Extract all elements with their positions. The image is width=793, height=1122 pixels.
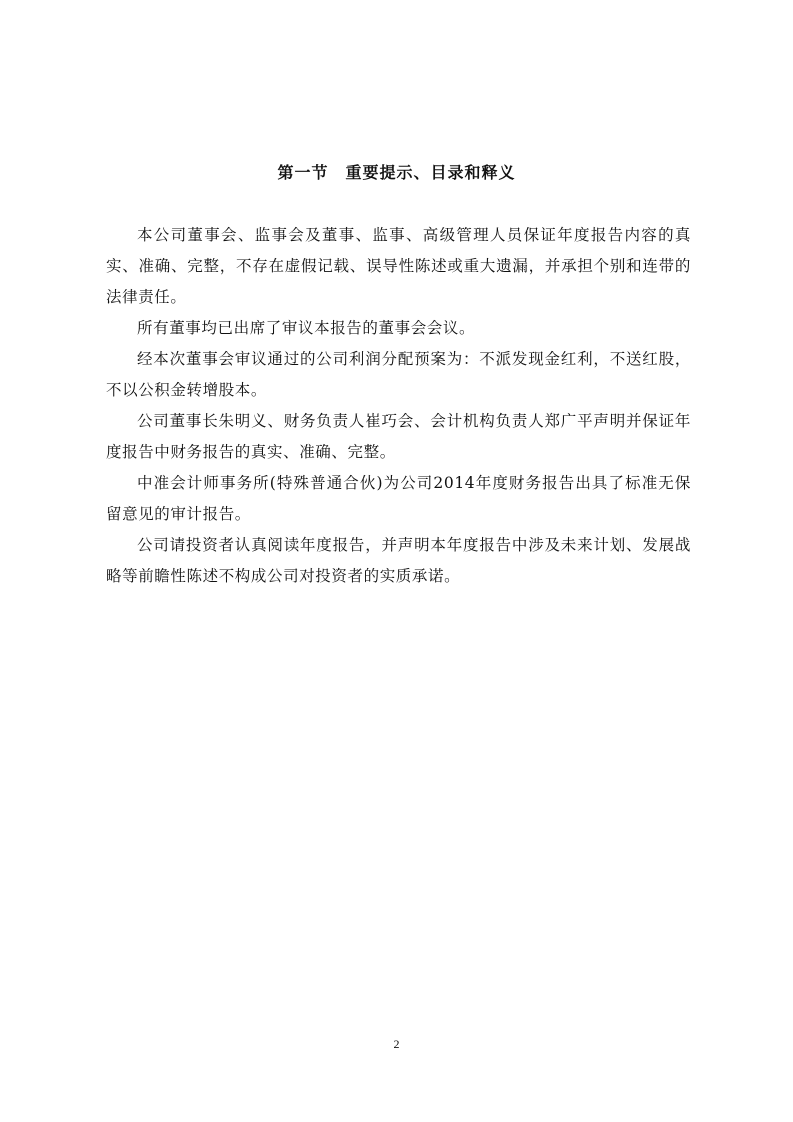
page-number: 2	[393, 1037, 400, 1051]
paragraph-forward-looking-statement: 公司请投资者认真阅读年度报告，并声明本年度报告中涉及未来计划、发展战略等前瞻性陈述不构成公司对投资者的实质承诺。	[106, 536, 691, 585]
paragraph-profit-distribution: 经本次董事会审议通过的公司利润分配预案为：不派发现金红利，不送红股，不以公积金转增股本。	[106, 350, 691, 399]
paragraph-board-guarantee: 本公司董事会、监事会及董事、监事、高级管理人员保证年度报告内容的真实、准确、完整，不存在虚假记载、误导性陈述或重大遗漏，并承担个别和连带的法律责任。	[106, 226, 691, 306]
paragraph-financial-statement-declaration: 公司董事长朱明义、财务负责人崔巧会、会计机构负责人郑广平声明并保证年度报告中财务报告的真实、准确、完整。	[106, 412, 691, 461]
important-notice-body	[106, 220, 691, 592]
section-title: 第一节 重要提示、目录和释义	[277, 163, 516, 182]
paragraph-audit-opinion: 中准会计师事务所(特殊普通合伙)为公司2014年度财务报告出具了标准无保留意见的审计报告。	[106, 474, 691, 523]
paragraph-directors-attendance: 所有董事均已出席了审议本报告的董事会会议。	[137, 319, 476, 337]
